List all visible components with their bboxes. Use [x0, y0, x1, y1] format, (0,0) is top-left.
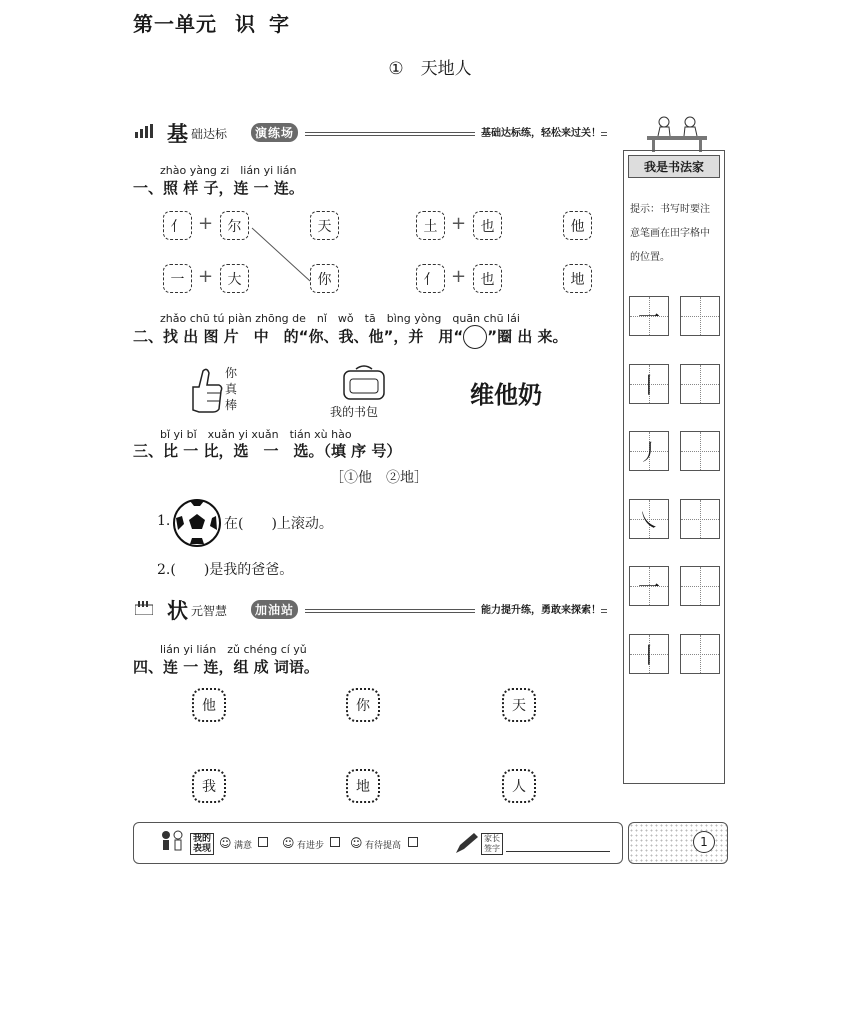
char-box: 天 — [310, 211, 339, 240]
writing-grid — [629, 499, 669, 539]
writing-grid — [629, 364, 669, 404]
options-bracket: ［①他 ②地］ — [330, 470, 428, 486]
stroke-sample: 一 — [637, 305, 660, 331]
pinyin: lián yi lián zǔ chéng cí yǔ — [160, 643, 307, 656]
pen-icon — [454, 831, 480, 855]
item-text: 在( )上滚动。 — [224, 516, 333, 532]
question-title: 二、找 出 图 片 中 的“你、我、他”，并 用“ ”圈 出 来。 — [133, 325, 568, 349]
word-box: 地 — [346, 769, 380, 803]
sidebar-hint: 提示：书写时要注意笔画在田字格中的位置。 — [630, 204, 710, 263]
page-number-panel — [628, 822, 728, 864]
writing-grid-empty[interactable] — [680, 634, 720, 674]
brand-text: 维他奶 — [470, 381, 542, 409]
section-bar-basic: 基 础达标 演练场 基础达标练，轻松来过关！ — [135, 120, 607, 142]
sidebar-title: 我是书法家 — [628, 155, 720, 178]
section-bar-advanced: 状 元智慧 加油站 能力提升练，勇敢来探索！ — [135, 597, 607, 619]
writing-grid — [629, 296, 669, 336]
pinyin: bǐ yi bǐ xuǎn yi xuǎn tián xù hào — [160, 428, 352, 441]
performance-label: 我的表现 — [190, 833, 214, 855]
word-box: 我 — [192, 769, 226, 803]
unit-title: 第一单元 识字 — [133, 12, 303, 36]
checkbox-satisfied[interactable] — [258, 837, 268, 847]
word-box: 你 — [346, 688, 380, 722]
students-writing-illustration — [642, 112, 712, 152]
writing-grid-empty[interactable] — [680, 431, 720, 471]
sign-label: 家长签字 — [481, 833, 503, 855]
thumb-caption: 你真棒 — [225, 366, 238, 412]
char-box: 大 — [220, 264, 249, 293]
writing-grid-empty[interactable] — [680, 499, 720, 539]
pinyin: zhào yàng zi lián yi lián — [160, 164, 297, 177]
stroke-sample: 丨 — [637, 643, 660, 669]
page-number: 1 — [693, 831, 715, 853]
section-badge: 加油站 — [251, 600, 298, 619]
question-title: 四、连 一 连，组 成 词语。 — [133, 658, 319, 676]
char-box: 也 — [473, 264, 502, 293]
stroke-sample: 丿 — [637, 440, 660, 466]
writing-grid — [629, 566, 669, 606]
char-box: 土 — [416, 211, 445, 240]
stroke-sample: 一 — [637, 575, 660, 601]
kids-icon — [158, 829, 186, 857]
char-box: 地 — [563, 264, 592, 293]
plus-sign: + — [198, 266, 214, 287]
item-text: 2.( )是我的爸爸。 — [157, 562, 294, 578]
writing-grid — [629, 634, 669, 674]
writing-grid-empty[interactable] — [680, 364, 720, 404]
pinyin: zhǎo chū tú piàn zhōng de nǐ wǒ tā bìng yòng quān chū lái — [160, 312, 520, 325]
lesson-title: ① 天地人 — [388, 59, 472, 79]
question-title: 一、照 样 子，连 一 连。 — [133, 179, 304, 197]
char-box: 他 — [563, 211, 592, 240]
plus-sign: + — [198, 213, 214, 234]
hand-icon — [135, 601, 153, 615]
stroke-sample: 丨 — [637, 373, 660, 399]
checkbox-progress[interactable] — [330, 837, 340, 847]
writing-grid — [629, 431, 669, 471]
parent-signature-line[interactable] — [506, 851, 610, 852]
char-box: 亻 — [163, 211, 192, 240]
unit-topic: 识字 — [235, 12, 303, 36]
writing-grid-empty[interactable] — [680, 566, 720, 606]
plus-sign: + — [451, 266, 467, 287]
char-box: 也 — [473, 211, 502, 240]
question-title: 三、比 一 比，选 一 选。（填 序 号） — [133, 442, 402, 460]
word-box: 他 — [192, 688, 226, 722]
checkbox-improve[interactable] — [408, 837, 418, 847]
smile-icon: ☺ — [219, 836, 232, 850]
plus-sign: + — [451, 213, 467, 234]
writing-grid-empty[interactable] — [680, 296, 720, 336]
section-badge: 演练场 — [251, 123, 298, 142]
char-box: 你 — [310, 264, 339, 293]
thumbs-up-icon — [185, 365, 225, 415]
word-box: 人 — [502, 769, 536, 803]
neutral-face-icon: ☺ — [350, 836, 363, 850]
schoolbag-icon — [340, 363, 388, 403]
circle-icon — [463, 325, 487, 349]
progress-face-icon: ☺ — [282, 836, 295, 850]
char-box: 尔 — [220, 211, 249, 240]
bag-caption: 我的书包 — [330, 405, 379, 419]
stroke-sample: ㇏ — [637, 508, 660, 534]
self-evaluation-bar: 我的表现 ☺ 满意 ☺ 有进步 ☺ 有待提高 家长签字 — [133, 822, 623, 864]
item-number: 1. — [157, 513, 171, 529]
char-box: 亻 — [416, 264, 445, 293]
soccer-ball-icon — [172, 498, 222, 548]
word-box: 天 — [502, 688, 536, 722]
char-box: 一 — [163, 264, 192, 293]
